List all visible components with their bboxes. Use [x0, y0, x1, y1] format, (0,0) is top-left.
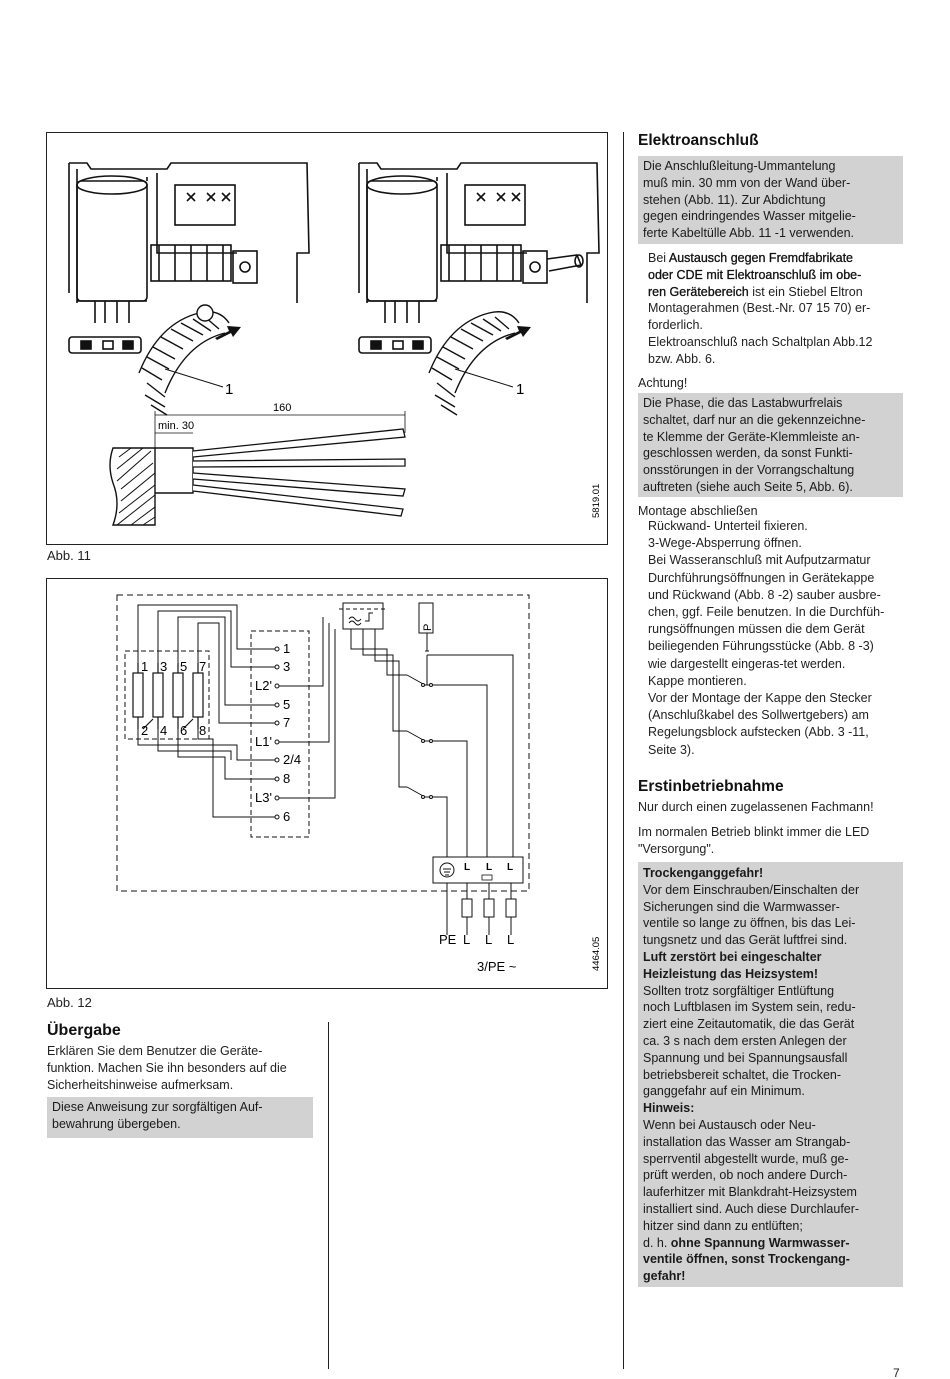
column-rule-right — [623, 132, 624, 1369]
term-lb-4: 4 — [160, 723, 168, 738]
fig11-label-1a: 1 — [225, 381, 234, 398]
hinweis-label: Hinweis: — [643, 1101, 695, 1116]
trockengang-bold1: Luft zerstört bei eingeschalter Heizleistung das Heizsystem! — [643, 949, 822, 981]
figure-11 — [46, 132, 608, 545]
supply-labels — [439, 932, 514, 947]
trockengang-box — [638, 862, 903, 1287]
term-lt-7: 7 — [199, 659, 207, 674]
erst-title: Erstinbetriebnahme — [638, 778, 784, 795]
tb-L2: L — [486, 862, 493, 873]
elektro-box1 — [638, 156, 903, 244]
trockengang-dh: d. h. — [643, 1235, 671, 1250]
term-m-5: 5 — [283, 697, 291, 712]
trockengang-text2: Sollten trotz sorgfältiger Entlüftung noch Luftblasen im System sein, redu- ziert eine Zeitautomatik, die das Gerät ca. 3 s nach dem ersten Anlegen der Spannung und bei Spannungsausfall betriebsbereit schaltet, die Trocken- ganggefahr auf ein Minimum. — [643, 983, 856, 1099]
erst-p1: Nur durch einen zugelassenen Fachmann! — [638, 800, 874, 814]
erst-p2: Im normalen Betrieb blinkt immer die LED "Versorgung". — [638, 825, 870, 856]
term-lb-6: 6 — [180, 723, 188, 738]
elektro-box2 — [638, 393, 903, 497]
fig11-dim-min30: min. 30 — [158, 420, 195, 432]
supply-3pe: 3/PE ~ — [477, 959, 517, 974]
montage-title: Montage abschließen — [638, 504, 758, 518]
elektro-title: Elektroanschluß — [638, 132, 759, 149]
term-m-L1: L1' — [255, 734, 272, 749]
term-m-8: 8 — [283, 771, 291, 786]
page-number: 7 — [893, 1368, 900, 1379]
supply-l3: L — [507, 932, 515, 947]
pressure-switch-label: P — [422, 623, 434, 631]
term-m-7: 7 — [283, 715, 291, 730]
trockengang-text3: Wenn bei Austausch oder Neu- installation das Wasser am Strangab- sperrventil abgestellt wurde, muß ge- prüft werden, ob noch andere Durch- lauferhitzer mit Blankdraht-Heizsystem installiert sind. Auch diese Durchlaufer- hitzer sind dann zu entlüften; — [643, 1117, 860, 1233]
trockengang-text1: Vor dem Einschrauben/Einschalten der Sicherungen sind die Warmwasser- ventile so lange zu öffnen, bis das Lei- tungsnetz und das Gerät luftfrei sind. — [643, 882, 860, 948]
fig11-label-1b: 1 — [516, 381, 525, 398]
fig12-code: 4464.05 — [591, 936, 602, 971]
uebergabe-note — [47, 1097, 313, 1138]
fig11-code: 5819.01 — [591, 483, 602, 518]
supply-l1: L — [463, 932, 471, 947]
term-lb-8: 8 — [199, 723, 207, 738]
tb-L3: L — [507, 862, 514, 873]
tb-L1: L — [464, 862, 471, 873]
supply-l2: L — [485, 932, 493, 947]
elektro-p2 — [648, 250, 910, 368]
term-lt-5: 5 — [180, 659, 188, 674]
elektro-p2-rest: ist ein Stiebel Eltron Montagerahmen (Best.-Nr. 07 15 70) er- forderlich. Elektroanschluß nach Schaltplan Abb.12 bzw. Abb. 6. — [648, 284, 873, 366]
trockengang-bold2: ohne Spannung Warmwasser- ventile öffnen, sonst Trockengang- gefahr! — [643, 1235, 850, 1284]
term-lt-3: 3 — [160, 659, 168, 674]
uebergabe-note-text: Diese Anweisung zur sorgfältigen Auf- bewahrung übergeben. — [52, 1100, 263, 1131]
figure-11-drawing — [47, 133, 607, 544]
achtung-label: Achtung! — [638, 376, 688, 390]
elektro-box1-text: Die Anschlußleitung-Ummantelung muß min. 30 mm von der Wand über- stehen (Abb. 11). Zur Abdichtung gegen eindringendes Wasser mitgelie- ferte Kabeltülle Abb. 11 -1 verwenden. — [643, 159, 856, 241]
trockengang-last — [643, 1235, 897, 1285]
elektro-p2-bei: Bei — [648, 251, 669, 265]
uebergabe-title: Übergabe — [47, 1022, 121, 1039]
uebergabe-text: Erklären Sie dem Benutzer die Geräte- funktion. Machen Sie ihn besonders auf die Sicherheitshinweise aufmerksam. — [47, 1044, 287, 1092]
term-lt-1: 1 — [141, 659, 149, 674]
fig11-dim-160: 160 — [273, 402, 292, 414]
column-rule-middle — [328, 1022, 329, 1369]
elektro-box2-text: Die Phase, die das Lastabwurfrelais schaltet, darf nur an die gekennzeichne- te Klemme der Geräte-Klemmleiste an- geschlossen werden, da sonst Funkti- onsstörungen in der Vorrangschaltung auftreten (siehe auch Seite 5, Abb. 6). — [643, 396, 866, 494]
supply-pe: PE — [439, 932, 457, 947]
term-m-1: 1 — [283, 641, 291, 656]
elektro-p2-bold: Austausch gegen Fremdfabrikate oder CDE mit Elektroanschluß im obe- ren Gerätebereich — [648, 251, 862, 299]
figure-12 — [46, 578, 608, 989]
trockengang-title: Trockenganggefahr! — [643, 866, 764, 880]
term-m-24: 2/4 — [283, 752, 302, 767]
figure-12-drawing — [47, 579, 607, 988]
terminals-left-bottom — [141, 723, 206, 738]
term-m-6: 6 — [283, 809, 291, 824]
montage-steps: Rückwand- Unterteil fixieren. 3-Wege-Absperrung öffnen. Bei Wasseranschluß mit Aufputzarmatur Durchführungsöffnungen in Gerätekappe und Rückwand (Abb. 8 -2) sauber ausbre- chen, ggf. Feile benutzen. In die Durchfüh- rungsöffnungen müssen die dem Gerät beiliegenden Führungsstücke (Abb. 8 -3) wie dargestellt eingeras-tet werden. Kappe montieren. Vor der Montage der Kappe den Stecker (Anschlußkabel des Sollwertgebers) am Regelungsblock aufstecken (Abb. 3 -11, Seite 3). — [648, 519, 885, 757]
terminals-left-top — [141, 659, 206, 674]
term-m-L3: L3' — [255, 790, 272, 805]
term-m-3: 3 — [283, 659, 291, 674]
figure-12-caption: Abb. 12 — [47, 995, 92, 1010]
term-m-L2: L2' — [255, 678, 272, 693]
term-lb-2: 2 — [141, 723, 149, 738]
figure-11-caption: Abb. 11 — [47, 548, 91, 563]
